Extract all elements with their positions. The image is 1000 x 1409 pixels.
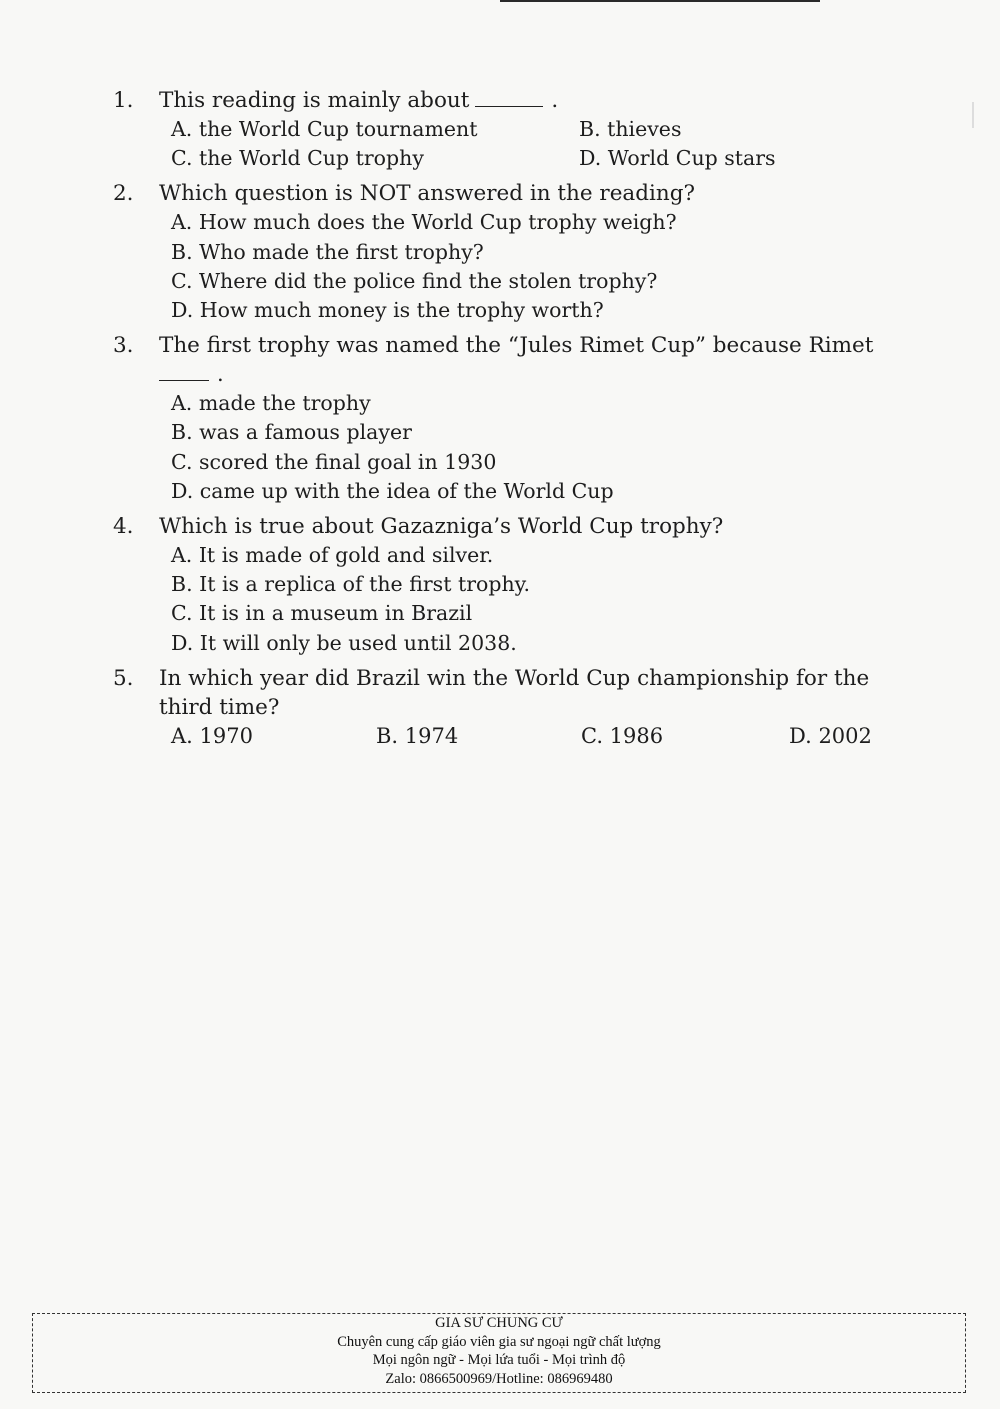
option-a[interactable]: A. the World Cup tournament — [171, 117, 478, 141]
question-number: 1. — [113, 88, 134, 113]
question-number: 5. — [113, 665, 134, 691]
option-b[interactable]: B. 1974 — [376, 723, 459, 748]
blank-period: . — [551, 88, 559, 113]
option-b[interactable]: B. was a famous player — [171, 420, 412, 445]
footer-line-2: Mọi ngôn ngữ - Mọi lứa tuổi - Mọi trình độ — [372, 1352, 626, 1368]
question-5 — [113, 664, 973, 751]
question-text: The first trophy was named the “Jules Rimet Cup” because Rimet — [159, 333, 874, 359]
footer-line-1: Chuyên cung cấp giáo viên gia sư ngoại ngữ chất lượng — [337, 1333, 661, 1350]
option-c[interactable]: C. the World Cup trophy — [171, 146, 424, 171]
question-text: This reading is mainly about — [159, 88, 470, 113]
question-4 — [113, 512, 973, 658]
answer-blank — [159, 363, 209, 381]
option-b[interactable]: B. It is a replica of the first trophy. — [171, 572, 531, 597]
question-number: 4. — [113, 514, 134, 540]
option-a[interactable]: A. It is made of gold and silver. — [171, 543, 494, 568]
option-d[interactable]: D. came up with the idea of the World Cup — [171, 478, 614, 503]
question-number: 2. — [113, 181, 134, 207]
option-c[interactable]: C. 1986 — [581, 723, 664, 748]
option-b[interactable]: B. Who made the first trophy? — [171, 239, 484, 264]
question-1 — [113, 86, 973, 173]
option-d[interactable]: D. It will only be used until 2038. — [171, 630, 517, 655]
question-text: In which year did Brazil win the World Cup championship for the — [159, 665, 870, 691]
footer-advertisement — [32, 1313, 966, 1393]
answer-blank — [475, 89, 543, 107]
question-text: Which is true about Gazazniga’s World Cup trophy? — [159, 514, 724, 540]
option-a[interactable]: A. made the trophy — [171, 391, 371, 416]
question-text-continued: third time? — [159, 694, 280, 720]
options — [171, 541, 973, 658]
option-c[interactable]: C. Where did the police find the stolen trophy? — [171, 268, 658, 293]
option-c[interactable]: C. It is in a museum in Brazil — [171, 601, 473, 626]
options — [171, 722, 973, 751]
question-number: 3. — [113, 333, 134, 359]
top-rule — [500, 0, 820, 2]
options — [171, 208, 973, 325]
option-b[interactable]: B. thieves — [579, 117, 682, 141]
blank-period: . — [217, 362, 224, 387]
footer-title: GIA SƯ CHUNG CƯ — [435, 1315, 563, 1331]
option-a[interactable]: A. How much does the World Cup trophy weigh? — [171, 210, 677, 235]
option-d[interactable]: D. How much money is the trophy worth? — [171, 298, 604, 323]
options — [171, 115, 973, 173]
question-list — [113, 86, 973, 757]
options — [171, 389, 973, 506]
scan-mark — [972, 102, 988, 128]
option-a[interactable]: A. 1970 — [171, 723, 253, 748]
option-d[interactable]: D. 2002 — [789, 723, 872, 748]
option-d[interactable]: D. World Cup stars — [579, 146, 776, 171]
option-c[interactable]: C. scored the final goal in 1930 — [171, 449, 497, 474]
question-2 — [113, 179, 973, 325]
question-3 — [113, 331, 973, 506]
footer-line-3: Zalo: 0866500969/Hotline: 086969480 — [385, 1370, 613, 1387]
question-text: Which question is NOT answered in the reading? — [159, 181, 696, 207]
